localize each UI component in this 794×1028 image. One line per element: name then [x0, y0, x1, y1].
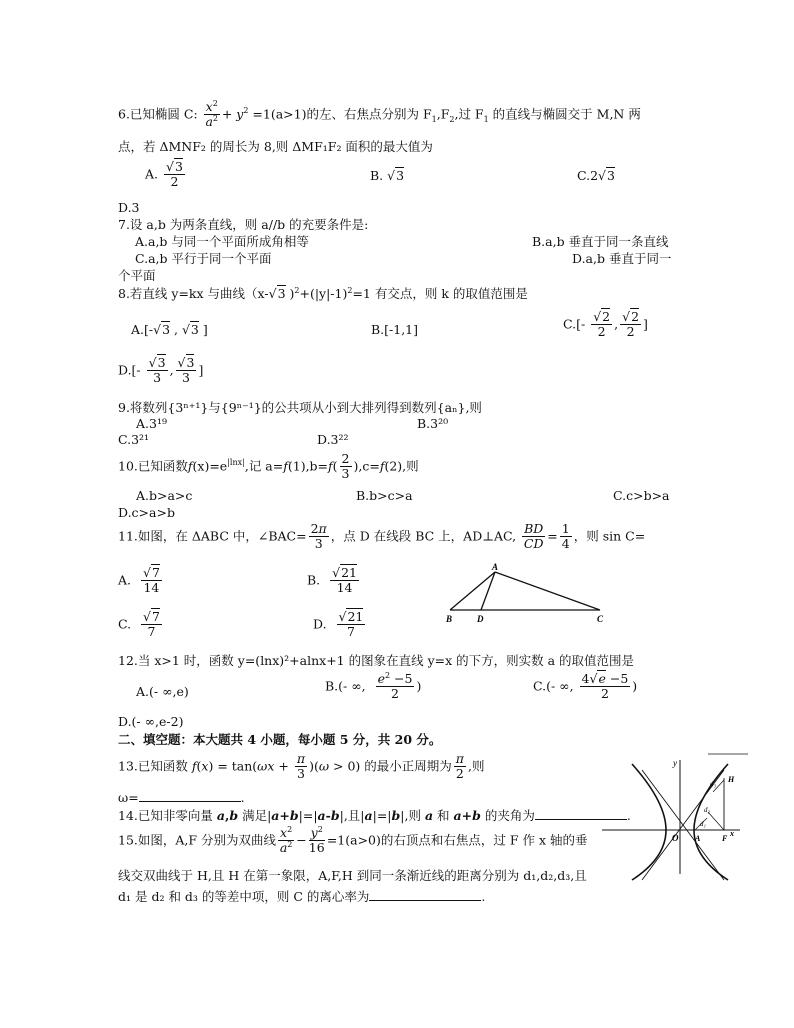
q12-option-d: D.(- ∞,e-2): [118, 714, 184, 729]
q15-text-d: .: [481, 889, 486, 904]
q13-stem-c: ,则: [468, 758, 485, 774]
q11-fig-label-a: A: [492, 562, 499, 572]
q14-text-d: |,则: [400, 808, 421, 823]
q13-answer-line: ω= .: [118, 790, 245, 805]
q10-stem-a: 10.已知函数: [118, 458, 188, 474]
q8-option-d: D.[- √ $\frac{3}{3}$ , √ $\frac{3}{3}$ ]: [118, 356, 203, 386]
q14-text-e: 和: [437, 808, 450, 823]
q15-text-c: d₁ 是 d₂ 和 d₃ 的等差中项，则 C 的离心率为: [118, 889, 370, 904]
q9-option-d: D.3²²: [317, 432, 349, 447]
q8-stem-a: 8.若直线 y=kx 与曲线（x-: [118, 286, 269, 301]
q8-option-d-label: D.[-: [118, 362, 141, 378]
q8-stem-b: 有交点，则 k 的取值范围是: [374, 286, 528, 301]
q7-option-b: B.a,b 垂直于同一条直线: [532, 234, 669, 249]
q11-option-d-label: D.: [313, 616, 327, 632]
q6-line1: 6.已知椭圆 C: $\frac{x^2}{a^2}$ + $y^2 =1(a>1)$的左、右焦点分别为 $F_1,F_2$,过 $F_1$ 的直线与椭圆交于 M,N 两: [118, 98, 641, 130]
q8-option-c-label: C.[-: [563, 316, 586, 332]
q8-option-a-label: A.[-: [131, 322, 154, 337]
q6-option-c: C.2√ 3: [577, 168, 615, 184]
q15-line1: 15.如图，A,F 分别为双曲线 $\frac{x^2}{a^2}$ − $\frac{y^2}{16}$ =1(a>0)的右顶点和右焦点，过 F 作 x 轴的垂: [118, 824, 588, 856]
q14-stem: 14.已知非零向量 a,b 满足|a+b|=|a-b|,且|a|=|b|,则 a 和 a+b 的夹角为 .: [118, 808, 631, 823]
q12-option-b-label: B.(- ∞,: [325, 678, 366, 694]
q15-fig-label-d2: d₂: [704, 806, 710, 814]
q14-text-c: |,且|: [339, 808, 365, 823]
q6-option-b: B. √ 3: [370, 168, 404, 184]
q15-line2: 线交双曲线于 H,且 H 在第一象限，A,F,H 到同一条渐近线的距离分别为 d₁,d₂,d₃,且: [118, 868, 587, 883]
q12-option-b: B.(- ∞, $\frac{e^2 -5}{2}$ ): [325, 670, 422, 702]
q11-option-b-label: B.: [307, 572, 321, 588]
q11-option-b: B. √ $\frac{21}{14}$: [307, 566, 361, 596]
q7-option-a: A.a,b 与同一个平面所成角相等: [135, 234, 309, 249]
q10-stem-d: (2),则: [384, 458, 419, 474]
q14-text-g: .: [626, 808, 631, 823]
q10-option-b: B.b>c>a: [356, 488, 413, 503]
q6-option-d: D.3: [118, 200, 140, 215]
q7-option-d-cont: 个平面: [118, 268, 156, 283]
q15-fig-label-d3: d₃: [710, 780, 716, 788]
q10-option-c: C.c>b>a: [613, 488, 670, 503]
q11-stem-a: 11.如图，在 ΔABC 中，∠BAC=: [118, 528, 307, 544]
q6-stem-b: =1(a>1)的左、右焦点分别为 F: [252, 106, 432, 122]
q6-stem-d: ,过 F: [454, 106, 484, 122]
q8-option-c: C.[- √ $\frac{2}{2}$ , √ $\frac{2}{2}$ ]: [563, 310, 648, 340]
q11-option-a-label: A.: [118, 572, 132, 588]
section-2-heading: 二、填空题：本大题共 4 小题，每小题 5 分，共 20 分。: [118, 732, 442, 747]
q11-stem-c: ，则 sin C=: [573, 528, 646, 544]
q12-option-c-label: C.(- ∞,: [533, 678, 574, 694]
q11-fig-label-c: C: [597, 614, 604, 624]
q10-option-d: D.c>a>b: [118, 505, 175, 520]
q14-text-a: 14.已知非零向量: [118, 808, 213, 823]
q10-stem: 10.已知函数$f(x)=e^{|lnx|}$,记 a=f(1),b=f( $\frac{2}{3}$ ),c=f(2),则: [118, 451, 419, 482]
q11-stem-b: ，点 D 在线段 BC 上，AD⊥AC,: [330, 528, 517, 544]
q6-option-a-fraction: √ $\frac{3}{2}$: [164, 160, 185, 190]
q13-stem: 13.已知函数 f(x) = tan(ωx + $\frac{\pi}{3}$ )(ω > 0) 的最小正周期为 $\frac{\pi}{2}$ ,则: [118, 751, 485, 782]
q15-text-b: =1(a>0)的右顶点和右焦点，过 F 作 x 轴的垂: [326, 832, 588, 848]
q9-option-b: B.3²⁰: [417, 416, 449, 431]
q8-option-a: A.[-√ 3 , √ 3 ]: [131, 322, 208, 338]
q15-fig-label-f: F: [722, 834, 728, 843]
q11-triangle-figure: [440, 562, 610, 624]
q11-option-c-label: C.: [118, 616, 132, 632]
q6-option-b-label: B.: [370, 168, 384, 183]
q6-option-a-label: A.: [145, 166, 159, 182]
q14-text-b: 满足|: [242, 808, 272, 823]
q15-fig-label-x: x: [730, 829, 734, 838]
q15-line3: [118, 889, 485, 905]
q6-option-a: [145, 160, 187, 190]
q15-fig-label-d1: d₁: [700, 820, 706, 828]
q13-omega-label: ω=: [118, 790, 139, 805]
q15-fig-label-h: H: [728, 775, 735, 784]
q12-stem: 12.当 x>1 时，函数 y=(lnx)²+alnx+1 的图象在直线 y=x 的下方，则实数 a 的取值范围是: [118, 653, 635, 668]
q11-option-d: D. √ $\frac{21}{7}$: [313, 610, 367, 640]
q11-option-a: A. √ $\frac{7}{14}$: [118, 566, 164, 596]
q13-answer-blank[interactable]: [139, 801, 241, 802]
q14-text-f: 的夹角为: [484, 808, 535, 823]
q7-option-d: D.a,b 垂直于同一: [572, 251, 672, 266]
q15-answer-blank[interactable]: [369, 900, 481, 901]
q11-fig-label-b: B: [446, 614, 453, 624]
q12-option-c: C.(- ∞, $\frac{4√ e -5}{2}$ ): [533, 672, 637, 702]
q9-option-a: A.3¹⁹: [136, 416, 167, 431]
q6-fraction-x2-a2: $\frac{x^2}{a^2}$: [205, 98, 219, 130]
q11-option-c: C. √ $\frac{7}{7}$: [118, 610, 164, 640]
q7-option-c: C.a,b 平行于同一个平面: [135, 251, 272, 266]
q15-fig-label-o: O: [672, 833, 679, 843]
q8-stem: 8.若直线 y=kx 与曲线（x-√ 3 )$^2+(|y|-1)^2=1$ 有交点，则 k 的取值范围是: [118, 286, 528, 302]
q6-stem-c: ,F: [436, 106, 450, 122]
q15-fig-label-y: y: [673, 758, 677, 768]
q10-stem-c: ),c=: [353, 458, 380, 474]
q6-option-c-label: C.2: [577, 168, 599, 183]
q11-fig-label-d: D: [477, 614, 484, 624]
q15-hyperbola-figure: [600, 752, 750, 882]
q6-stem-a: 6.已知椭圆 C:: [118, 106, 198, 122]
q12-option-a: A.(- ∞,e): [136, 684, 189, 699]
q15-fig-label-a: A: [695, 834, 701, 843]
q10-stem-b: ,记 a=: [244, 458, 284, 474]
q13-stem-b: 的最小正周期为: [364, 758, 452, 774]
q6-line2: 点，若 ΔMNF₂ 的周长为 8,则 ΔMF₁F₂ 面积的最大值为: [118, 139, 433, 154]
q13-stem-a: 13.已知函数: [118, 758, 188, 774]
q6-stem-e: 的直线与椭圆交于 M,N 两: [488, 106, 641, 122]
q10-option-a: A.b>a>c: [136, 488, 193, 503]
q11-stem: 11.如图，在 ΔABC 中，∠BAC= $\frac{2\pi}{3}$ ，点 D 在线段 BC 上，AD⊥AC, $\frac{BD}{CD}$ = $\frac{1}{4}$ ，则 sin C=: [118, 521, 646, 552]
q7-stem: 7.设 a,b 为两条直线，则 a//b 的充要条件是:: [118, 217, 369, 232]
q15-text-a: 15.如图，A,F 分别为双曲线: [118, 832, 277, 848]
q9-option-c: C.3²¹: [118, 432, 150, 447]
q9-stem: 9.将数列{3ⁿ⁺¹}与{9ⁿ⁻¹}的公共项从小到大排列得到数列{aₙ},则: [118, 400, 482, 415]
q8-option-b: B.[-1,1]: [371, 322, 419, 337]
